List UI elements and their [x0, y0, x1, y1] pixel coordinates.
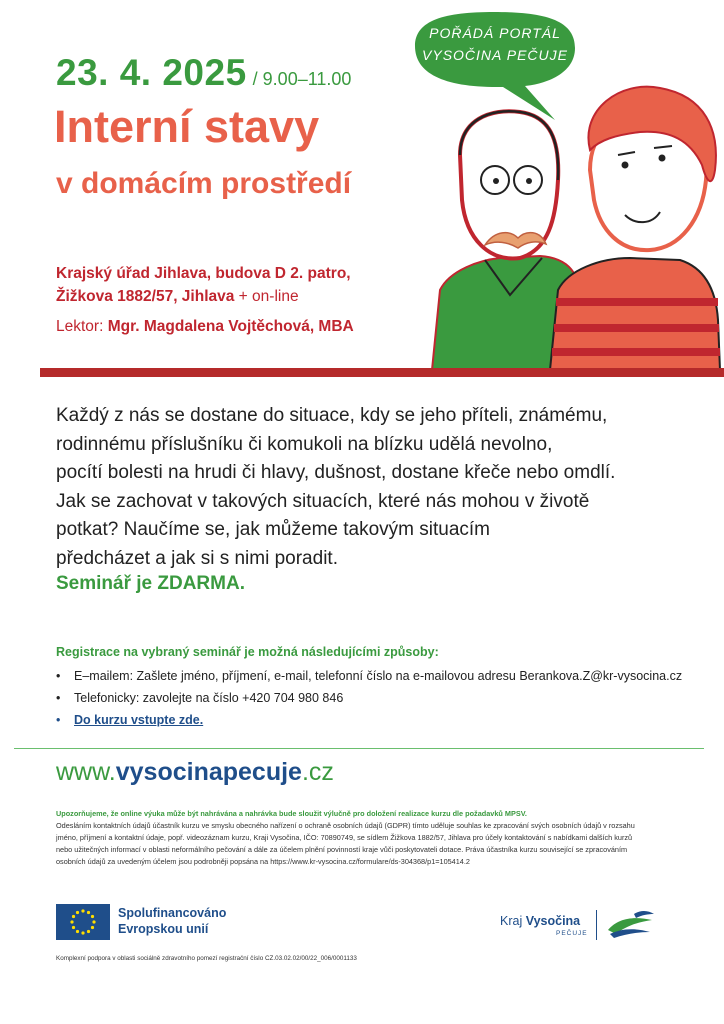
gdpr-line: Odesláním kontaktních údajů účastník kurzu ve smyslu obecného nařízení o ochraně osobních údajů (GDPR) tímto uděluje souhlas ke zpracování svých osobních údajů v rozsahu [56, 821, 635, 830]
description-line: rodinnému příslušníku či komukoli na blízku udělá nevolno, [56, 433, 553, 455]
address-online: + on-line [234, 288, 299, 305]
website-suffix: .cz [301, 758, 334, 786]
list-item [56, 709, 696, 731]
lecturer-label: Lektor: [56, 318, 108, 335]
description-line: Každý z nás se dostane do situace, kdy se jeho příteli, známému, [56, 405, 608, 426]
address-line-1: Krajský úřad Jihlava, budova D 2. patro, [56, 265, 351, 282]
lecturer [56, 318, 354, 336]
kraj-vysocina-emblem-icon [604, 910, 656, 940]
website-url[interactable] [56, 758, 334, 787]
description-line: Jak se zachovat v takových situacích, které nás mohou v životě [56, 490, 590, 512]
description-line: potkat? Naučíme se, jak můžeme takovým situacím [56, 519, 490, 540]
kraj-prefix: Kraj [500, 914, 526, 928]
event-title: Interní stavy [54, 101, 320, 152]
event-address [56, 262, 351, 308]
list-item [56, 687, 696, 709]
website-name: vysocinapecuje [115, 758, 302, 786]
lecturer-name: Mgr. Magdalena Vojtěchová, MBA [107, 318, 354, 335]
registration-email: E–mailem: Zašlete jméno, příjmení, e-mail, telefonní číslo na e-mailovou adresu Berankova.Z@kr-vysocina.cz [74, 669, 683, 683]
description-line: pocítí bolesti na hrudi či hlavy, dušnost, dostane křeče nebo omdlí. [56, 462, 616, 483]
gdpr-line: osobních údajů za uvedeným účelem jsou podrobněji popsána na https://www.kr-vysocina.cz/formulare/ds-304368/p1=105414.2 [56, 857, 470, 866]
gdpr-line: nebo užitečných informací v oblasti neformálního pečování a dále za účelem plnění povinností kraje vůči poskytovateli dotace. Práva účastníka kurzu související se zpracováním [56, 845, 628, 854]
gdpr-notice [56, 808, 684, 868]
address-line-2 [56, 285, 351, 308]
organizer-bubble-text [420, 22, 570, 66]
logo-separator [596, 910, 597, 940]
event-date: 23. 4. 2025 [56, 52, 247, 93]
event-subtitle: v domácím prostředí [56, 167, 352, 200]
eu-line-2: Evropskou unií [118, 922, 209, 936]
website-prefix: www. [56, 758, 116, 786]
free-seminar-notice: Seminář je ZDARMA. [56, 573, 245, 594]
eu-line-1: Spolufinancováno [118, 906, 227, 920]
bubble-line-1: POŘÁDÁ PORTÁL [429, 25, 561, 41]
bubble-line-2: VYSOČINA PEČUJE [422, 47, 568, 63]
caregivers-illustration-icon [430, 80, 724, 370]
kraj-subtitle: PEČUJE [556, 930, 588, 937]
event-description [56, 402, 696, 573]
eu-flag-icon [56, 904, 110, 940]
header-divider [40, 368, 724, 377]
eu-cofinanced-text [118, 905, 226, 937]
kraj-name: Vysočina [525, 914, 581, 928]
registration-heading: Registrace na vybraný seminář je možná následujícími způsoby: [56, 645, 439, 659]
list-item [56, 665, 696, 687]
section-divider [14, 748, 704, 749]
registration-phone: Telefonicky: zavolejte na číslo +420 704 980 846 [74, 691, 344, 705]
course-entry-link[interactable]: Do kurzu vstupte zde. [74, 713, 204, 727]
address-street: Žižkova 1882/57, Jihlava [56, 288, 235, 305]
gdpr-line: jméno, příjmení a kontaktní údaje, popř. videozáznam kurzu, Kraji Vysočina, IČO: 70890749, se sídlem Žižkova 1882/57, Jihlava pro účely kontaktování s nabídkami dalších kurzů [56, 833, 633, 842]
recording-notice: Upozorňujeme, že online výuka může být nahrávána a nahrávka bude sloužit výlučně pro doložení realizace kurzu dle požadavků MPSV. [56, 809, 527, 818]
event-time: / 9.00–11.00 [252, 69, 352, 89]
kraj-vysocina-logo-text [500, 914, 580, 928]
description-line: předcházet a jak si s nimi poradit. [56, 547, 338, 569]
registration-number-footer: Komplexní podpora v oblasti sociálně zdravotního pomezí registrační číslo CZ.03.02.02/00/22_006/0001133 [56, 955, 357, 962]
registration-list [56, 665, 696, 731]
event-date-line [56, 52, 351, 94]
